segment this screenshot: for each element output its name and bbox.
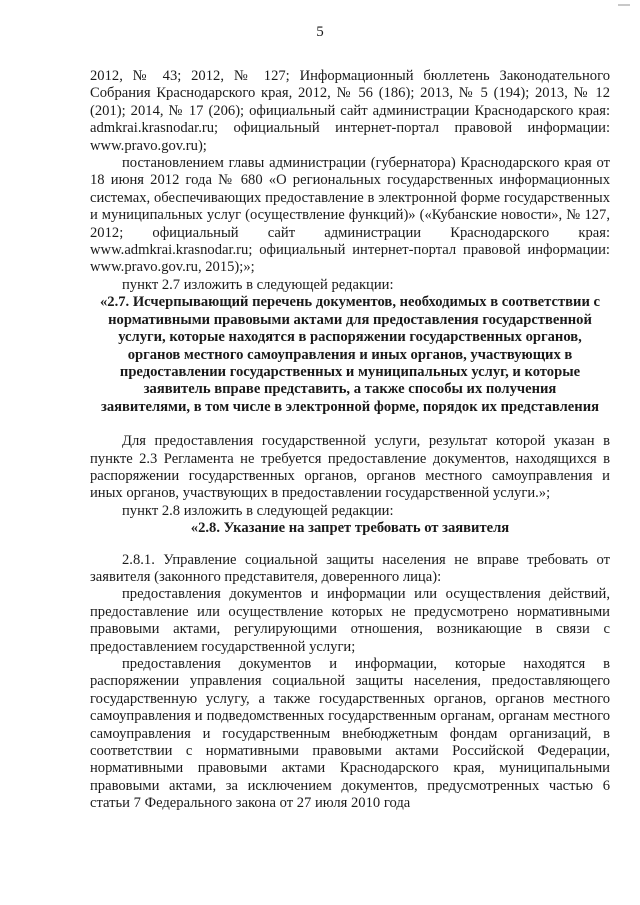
paragraph-section-2-7-body: Для предоставления государственной услуги, результат которой указан в пункте 2.3 Регламента не требуется предоставление документов, находящихся в распоряжении государственных органов, органов местного самоуправления и иных органов, участвующих в предоставлении государственной услуги.»;: [90, 433, 610, 502]
scan-corner-mark: [618, 4, 630, 6]
paragraph-item-2-8-intro: пункт 2.8 изложить в следующей редакции:: [122, 502, 394, 519]
heading-section-2-8: «2.8. Указание на запрет требовать от заявителя: [190, 520, 510, 537]
paragraph-item-2-7-intro: пункт 2.7 изложить в следующей редакции:: [122, 276, 394, 293]
paragraph-governor-decree: постановлением главы администрации (губернатора) Краснодарского края от 18 июня 2012 года № 680 «О региональных государственных информационных системах, обеспечивающих предоставление в электронной форме государственных и муниципальных услуг (осуществление функций)» («Кубанские новости», № 127, 2012; официальный сайт администрации Краснодарского края: www.admkrai.krasnodar.ru; официальный интернет-портал правовой информации: www.pravo.gov.ru, 2015);»;: [90, 155, 610, 276]
paragraph-prohibition-1: предоставления документов и информации или осуществления действий, предоставление или осуществление которых не предусмотрено нормативными правовыми актами, регулирующими отношения, возникающие в связи с предоставлением государственной услуги;: [90, 586, 610, 655]
heading-section-2-7: «2.7. Исчерпывающий перечень документов, необходимых в соответствии с нормативными правовыми актами для предоставления государственной услуги, которые находятся в распоряжении государственных органов, органов местного самоуправления и иных органов, участвующих в предоставлении государственных и муниципальных услуг, и которые заявитель вправе представить, а также способы их получения заявителями, в том числе в электронной форме, порядок их представления: [100, 294, 600, 415]
page-number: 5: [316, 24, 324, 40]
paragraph-2-8-1: 2.8.1. Управление социальной защиты населения не вправе требовать от заявителя (законного представителя, доверенного лица):: [90, 551, 610, 585]
document-body: [90, 68, 610, 813]
paragraph-prohibition-2: предоставления документов и информации, которые находятся в распоряжении управления социальной защиты населения, предоставляющего государственную услугу, а также государственных органов, органов местного самоуправления и подведомственных государственным органам, органам местного самоуправления и государственным внебюджетным фондам организаций, в соответствии с нормативными правовыми актами Российской Федерации, нормативными правовыми актами Краснодарского края, муниципальными правовыми актами, за исключением документов, предусмотренных частью 6 статьи 7 Федерального закона от 27 июля 2010 года: [90, 656, 610, 812]
paragraph-sources-continuation: 2012, № 43; 2012, № 127; Информационный бюллетень Законодательного Собрания Краснодарского края, 2012, № 56 (186); 2013, № 5 (194); 2013, № 12 (201); 2014, № 17 (206); официальный сайт администрации Краснодарского края: admkrai.krasnodar.ru; официальный интернет-портал правовой информации: www.pravo.gov.ru);: [90, 68, 610, 154]
